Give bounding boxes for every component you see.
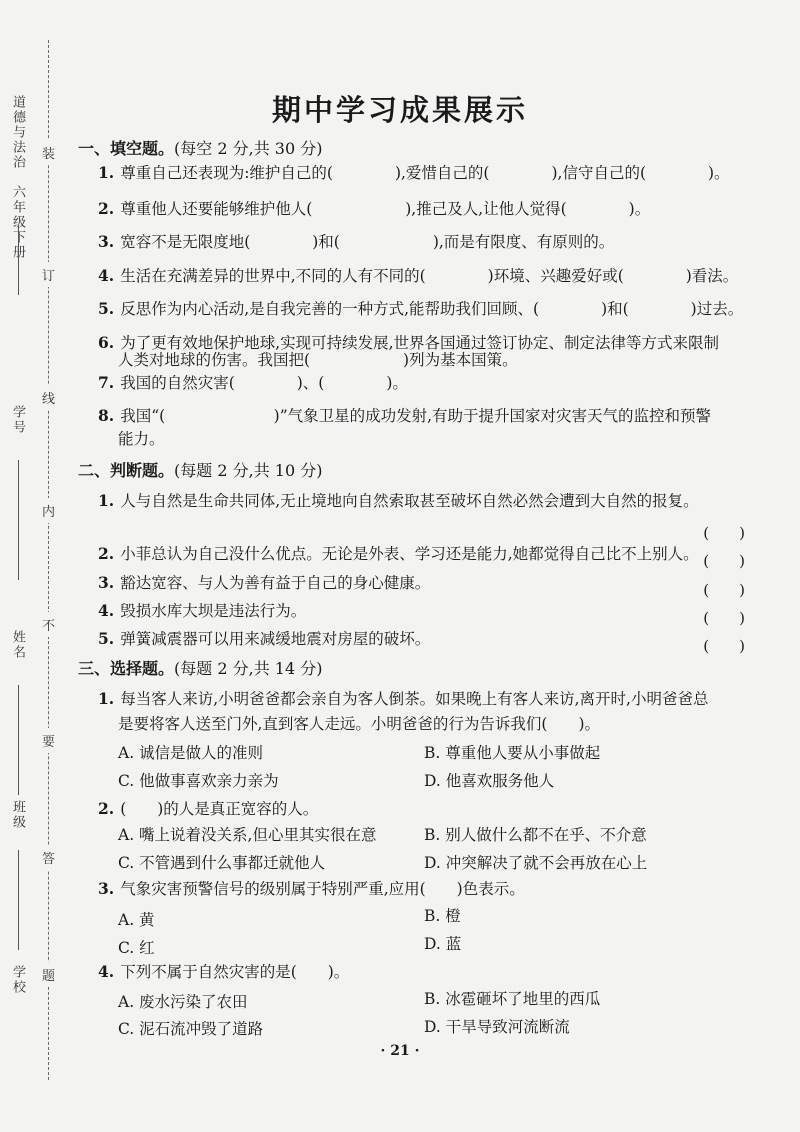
question-number: 1. (98, 491, 115, 510)
question-number: 3. (98, 879, 115, 898)
question-text: 人与自然是生命共同体,无止境地向自然索取甚至破坏自然必然会遭到大自然的报复。 (120, 492, 699, 510)
option-b: B. 别人做什么都不在乎、不介意 (424, 826, 647, 844)
side-label-subject: 道德与法治 六年级下册 (10, 95, 25, 260)
question-row-continued (118, 428, 165, 450)
question-number: 3. (98, 232, 115, 251)
question-number: 2. (98, 544, 115, 563)
side-label-xingming: 姓名 (10, 630, 25, 660)
question-text: 尊重他人还要能够维护他人( ),推己及人,让他人觉得( )。 (120, 200, 651, 218)
option-c: C. 红 (118, 939, 155, 957)
question-text: 尊重自己还表现为:维护自己的( ),爱惜自己的( ),信守自己的( )。 (120, 164, 730, 182)
blank-line-xuehao (18, 460, 19, 580)
blank-line-banji (18, 850, 19, 950)
binding-char-2: 订 (42, 262, 55, 287)
blank-line-subject (18, 225, 19, 295)
question-number: 7. (98, 373, 115, 392)
question-row (98, 572, 430, 594)
question-text: 能力。 (118, 430, 165, 448)
binding-char-4: 内 (42, 498, 55, 523)
option-a: A. 诚信是做人的准则 (118, 744, 264, 762)
option-b: B. 尊重他人要从小事做起 (424, 744, 601, 762)
question-number: 3. (98, 573, 115, 592)
answer-paren: ( ) (703, 581, 745, 599)
question-number: 4. (98, 266, 115, 285)
question-row (98, 543, 699, 565)
question-text: 每当客人来访,小明爸爸都会亲自为客人倒茶。如果晚上有客人来访,离开时,小明爸爸总 (120, 690, 709, 708)
option-c: C. 不管遇到什么事都迁就他人 (118, 854, 326, 872)
question-row (98, 405, 711, 427)
binding-char-1: 装 (42, 140, 55, 165)
binding-char-5: 不 (42, 612, 55, 637)
question-row (98, 231, 614, 253)
binding-dashed-line (48, 40, 49, 1080)
answer-paren: ( ) (703, 637, 745, 655)
question-text: 气象灾害预警信号的级别属于特别严重,应用( )色表示。 (120, 880, 525, 898)
side-label-xuexiao: 学校 (10, 965, 25, 995)
question-row (98, 600, 306, 622)
section-note: (每空 2 分,共 30 分) (174, 139, 323, 158)
binding-char-8: 题 (42, 962, 55, 987)
answer-paren: ( ) (703, 609, 745, 627)
question-text: 我国的自然灾害( )、( )。 (120, 374, 408, 392)
question-number: 6. (98, 333, 115, 352)
option-c: C. 他做事喜欢亲力亲为 (118, 772, 279, 790)
question-text: ( )的人是真正宽容的人。 (120, 800, 319, 818)
question-row-continued (118, 713, 600, 735)
option-d: D. 他喜欢服务他人 (424, 772, 555, 790)
section-heading-fill-blank (78, 136, 322, 159)
question-number: 8. (98, 406, 115, 425)
question-number: 4. (98, 962, 115, 981)
side-label-xuehao: 学号 (10, 405, 25, 435)
question-text: 是要将客人送至门外,直到客人走远。小明爸爸的行为告诉我们( )。 (118, 715, 601, 733)
question-text: 毁损水库大坝是违法行为。 (120, 602, 307, 620)
section-title: 一、填空题。 (78, 139, 175, 158)
page-number: · 21 · (380, 1043, 420, 1059)
option-d: D. 蓝 (424, 935, 462, 953)
option-d: D. 冲突解决了就不会再放在心上 (424, 854, 648, 872)
page-title: 期中学习成果展示 (271, 93, 528, 127)
question-number: 5. (98, 629, 115, 648)
question-text: 反思作为内心活动,是自我完善的一种方式,能帮助我们回顾、( )和( )过去。 (120, 300, 744, 318)
binding-char-3: 线 (42, 385, 55, 410)
binding-char-7: 答 (42, 845, 55, 870)
option-c: C. 泥石流冲毁了道路 (118, 1020, 264, 1038)
question-number: 2. (98, 199, 115, 218)
question-row (98, 265, 738, 287)
option-d: D. 干旱导致河流断流 (424, 1018, 570, 1036)
question-number: 2. (98, 799, 115, 818)
question-text: 人类对地球的伤害。我国把( )列为基本国策。 (118, 351, 518, 369)
question-row (98, 372, 408, 394)
question-row (98, 961, 349, 983)
question-row (98, 798, 318, 820)
section-title: 二、判断题。 (78, 461, 175, 480)
option-b: B. 橙 (424, 907, 461, 925)
side-label-banji: 班级 (10, 800, 25, 830)
question-text: 我国“( )”气象卫星的成功发射,有助于提升国家对灾害天气的监控和预警 (120, 407, 712, 425)
section-heading-true-false (78, 458, 322, 481)
question-row (98, 628, 430, 650)
question-row (98, 490, 699, 512)
section-title: 三、选择题。 (78, 659, 175, 678)
option-a: A. 嘴上说着没关系,但心里其实很在意 (118, 826, 377, 844)
question-text: 宽容不是无限度地( )和( ),而是有限度、有原则的。 (120, 233, 615, 251)
question-row (98, 298, 743, 320)
question-row (98, 688, 708, 710)
question-number: 5. (98, 299, 115, 318)
question-row (98, 162, 730, 184)
section-note: (每题 2 分,共 14 分) (174, 659, 323, 678)
question-row (98, 878, 525, 900)
option-a: A. 黄 (118, 911, 155, 929)
question-text: 豁达宽容、与人为善有益于自己的身心健康。 (120, 574, 431, 592)
question-number: 1. (98, 689, 115, 708)
blank-line-xingming (18, 685, 19, 795)
question-text: 下列不属于自然灾害的是( )。 (120, 963, 350, 981)
question-row-continued (118, 349, 518, 371)
question-text: 生活在充满差异的世界中,不同的人有不同的( )环境、兴趣爱好或( )看法。 (120, 267, 739, 285)
section-note: (每题 2 分,共 10 分) (174, 461, 323, 480)
question-number: 1. (98, 163, 115, 182)
question-text: 小菲总认为自己没什么优点。无论是外表、学习还是能力,她都觉得自己比不上别人。 (120, 545, 699, 563)
question-text: 弹簧减震器可以用来减缓地震对房屋的破坏。 (120, 630, 431, 648)
option-a: A. 废水污染了农田 (118, 993, 248, 1011)
answer-paren: ( ) (703, 524, 745, 542)
option-b: B. 冰雹砸坏了地里的西瓜 (424, 990, 601, 1008)
binding-char-6: 要 (42, 728, 55, 753)
question-row (98, 198, 650, 220)
section-heading-multiple-choice (78, 656, 322, 679)
question-number: 4. (98, 601, 115, 620)
answer-paren: ( ) (703, 552, 745, 570)
question-text: 为了更有效地保护地球,实现可持续发展,世界各国通过签订协定、制定法律等方式来限制 (120, 334, 720, 352)
